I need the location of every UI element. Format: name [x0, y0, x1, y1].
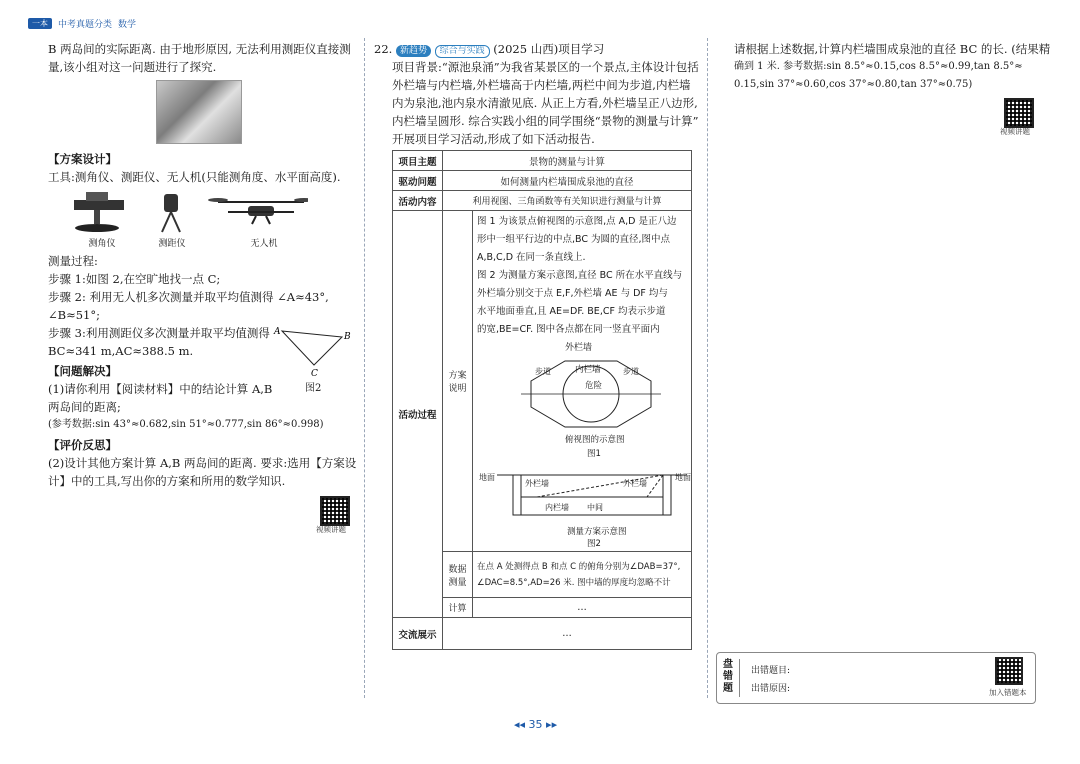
text-line: 步骤 2: 利用无人机多次测量并取平均值测得 ∠A≈43°,: [48, 290, 329, 304]
brand-logo: 一本: [28, 18, 52, 29]
section-title: 【评价反思】: [48, 438, 117, 452]
error-reason-label: 出错原因:: [751, 684, 791, 694]
figure-caption: 图1: [587, 449, 601, 459]
page-number-value: 35: [528, 718, 543, 731]
plan-line: 外栏墙分别交于点 E,F,外栏墙 AE 与 DF 均与: [477, 288, 668, 299]
text-line: 计】中的工具,写出你的方案和所用的数学知识.: [48, 474, 286, 488]
prev-arrow-icon: ◂◂: [514, 718, 526, 731]
plan-line: 图 1 为该景点俯视图的示意图,点 A,D 是正八边: [477, 216, 677, 227]
figure-label: 内栏墙: [575, 365, 601, 375]
question-number: 22.: [374, 42, 393, 56]
plan-line: A,B,C,D 在同一条直线上.: [477, 252, 586, 263]
text-line: 0.15,sin 37°≈0.60,cos 37°≈0.80,tan 37°≈0.75): [734, 79, 973, 90]
text-line: BC≈341 m,AC≈388.5 m.: [48, 344, 194, 358]
vertex-label: A: [274, 327, 281, 337]
figure-label: 内栏墙: [545, 503, 569, 512]
plan-line: 的宽,BE=CF. 图中各点都在同一竖直平面内: [477, 324, 660, 335]
figure-label: 步道: [623, 367, 639, 376]
device-label-drone: 无人机: [250, 239, 278, 249]
text-line: 确到 1 米. 参考数据:sin 8.5°≈0.15,cos 8.5°≈0.99,tan 8.5°≈: [734, 61, 1023, 72]
plan-line: 图 2 为测量方案示意图,直径 BC 所在水平直线与: [477, 270, 683, 281]
error-box-title: 盘错题: [723, 659, 733, 694]
next-arrow-icon: ▸▸: [546, 718, 558, 731]
page-number: [514, 718, 557, 731]
box-divider: [739, 659, 740, 697]
figure-label: 外栏墙: [525, 479, 549, 488]
drone-icon: [208, 198, 308, 224]
qr-code[interactable]: [1004, 98, 1034, 128]
plan-cell: [473, 211, 692, 552]
figure-label: 外栏墙: [565, 343, 593, 353]
device-label-rangefinder: 测距仪: [158, 239, 186, 249]
reference-data: (参考数据:sin 43°≈0.682,sin 51°≈0.777,sin 86°≈0.998): [48, 419, 324, 430]
figure-label: 步道: [535, 367, 551, 376]
rangefinder-icon: [162, 194, 180, 232]
row-value: 如何测量内栏墙围成泉池的直径: [443, 171, 692, 191]
qr-caption: 视频讲题: [316, 525, 346, 534]
figure-label: 危险: [585, 381, 603, 391]
vertex-label: B: [344, 332, 351, 342]
row-value: …: [443, 618, 692, 650]
text-line: 外栏墙与内栏墙,外栏墙高于内栏墙,两栏中间为步道,内栏墙: [392, 78, 691, 92]
question-header: [374, 40, 604, 58]
triangle-figure: [270, 325, 355, 380]
row-label: 活动过程: [393, 211, 443, 618]
category-tag: 综合与实践: [435, 45, 490, 58]
data-cell: [473, 552, 692, 598]
book-title: 中考真题分类: [58, 19, 113, 30]
sub-label: 方案说明: [443, 211, 473, 552]
section-title: 【问题解决】: [48, 364, 117, 378]
error-question-label: 出错题目:: [751, 666, 791, 676]
error-review-box: [716, 652, 1036, 704]
row-value: 景物的测量与计算: [443, 151, 692, 171]
device-label-theodolite: 测角仪: [88, 239, 116, 249]
trend-tag: 新趋势: [396, 45, 431, 57]
row-label: 活动内容: [393, 191, 443, 211]
data-line: ∠DAC=8.5°,AD=26 米. 图中墙的厚度均忽略不计: [477, 577, 671, 588]
text-line: 步骤 3:利用测距仪多次测量并取平均值测得: [48, 326, 270, 340]
text-line: 两岛间的距离;: [48, 400, 121, 414]
text-line: 工具:测角仪、测距仪、无人机(只能测角度、水平面高度).: [48, 170, 341, 184]
figure-caption: 图2: [587, 539, 601, 549]
text-line: 内为泉池,池内泉水清澈见底. 从正上方看,外栏墙呈正八边形,: [392, 96, 698, 110]
text-line: 测量过程:: [48, 254, 98, 268]
plan-line: 形中一组平行边的中点,BC 为圆的直径,图中点: [477, 234, 671, 245]
qr-code[interactable]: [995, 657, 1023, 685]
column-divider: [364, 38, 365, 698]
question-source: (2025 山西)项目学习: [493, 42, 605, 56]
figure-label: 中间: [587, 503, 603, 512]
text-line: 步骤 1:如图 2,在空旷地找一点 C;: [48, 272, 221, 286]
figure-label: 地面: [675, 473, 691, 482]
add-to-error-book[interactable]: 加入错题本: [989, 688, 1027, 697]
vertex-label: C: [311, 369, 318, 379]
row-label: 项目主题: [393, 151, 443, 171]
sub-label: 计算: [443, 598, 473, 618]
data-line: 在点 A 处测得点 B 和点 C 的俯角分别为∠DAB=37°,: [477, 561, 681, 572]
text-line: B 两岛间的实际距离. 由于地形原因, 无法利用测距仪直接测: [48, 42, 351, 56]
row-label: 驱动问题: [393, 171, 443, 191]
text-line: (2)设计其他方案计算 A,B 两岛间的距离. 要求:选用【方案设: [48, 456, 357, 470]
text-line: 内栏墙呈圆形. 综合实践小组的同学围绕“景物的测量与计算”: [392, 114, 699, 128]
calc-value: …: [473, 598, 692, 618]
row-value: 利用视图、三角函数等有关知识进行测量与计算: [443, 191, 692, 211]
activity-report-table: [392, 150, 692, 650]
figure-label: 外栏墙: [623, 479, 647, 488]
qr-caption: 视频讲题: [1000, 127, 1030, 136]
figure-caption: 图2: [305, 383, 322, 394]
qr-code[interactable]: [320, 496, 350, 526]
row-label: 交流展示: [393, 618, 443, 650]
subject-label: 数学: [118, 19, 137, 30]
figure-caption: 俯视图的示意图: [565, 435, 625, 445]
sub-label: 数据测量: [443, 552, 473, 598]
island-map-photo: [156, 80, 242, 144]
text-line: 项目背景:“源池泉涌”为我省某景区的一个景点,主体设计包括: [392, 60, 699, 74]
text-line: 请根据上述数据,计算内栏墙围成泉池的直径 BC 的长. (结果精: [734, 42, 1051, 56]
plan-line: 水平地面垂直,且 AE=DF. BE,CF 均表示步道: [477, 306, 666, 317]
figure-label: 地面: [479, 473, 495, 482]
page-header: [28, 16, 136, 30]
text-line: 量,该小组对这一问题进行了探究.: [48, 60, 217, 74]
text-line: (1)请你利用【阅读材料】中的结论计算 A,B: [48, 382, 273, 396]
section-title: 【方案设计】: [48, 152, 117, 166]
figure-caption: 测量方案示意图: [567, 527, 627, 537]
theodolite-icon: [74, 192, 124, 232]
text-line: 开展项目学习活动,形成了如下活动报告.: [392, 132, 595, 146]
device-illustrations: [68, 190, 308, 236]
column-divider: [707, 38, 708, 698]
text-line: ∠B≈51°;: [48, 308, 100, 322]
